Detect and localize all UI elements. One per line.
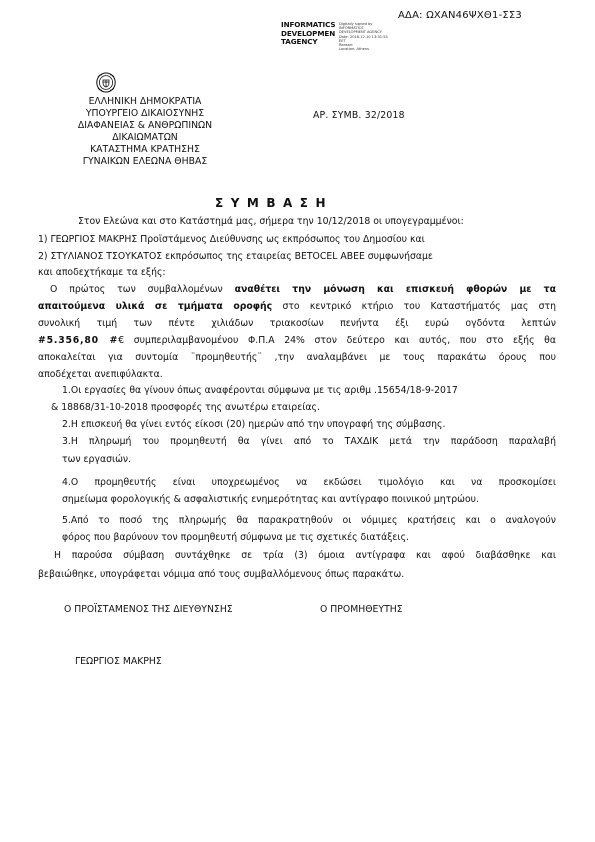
signer-line: TAGENCY xyxy=(281,37,318,47)
paragraph-text: στο κεντρικό κτήριο του Καταστήματός μας στη xyxy=(272,301,556,312)
paragraph-line xyxy=(50,284,556,296)
authority-line: ΓΥΝΑΙΚΩΝ ΕΛΕΩΝΑ ΘΗΒΑΣ xyxy=(82,155,208,167)
paragraph-text: Ο πρώτος των συμβαλλομένων xyxy=(50,284,235,295)
term-line: σημείωμα φορολογικής & ασφαλιστικής ενημερότητας και αντίγραφο ποινικού μητρώου. xyxy=(62,494,479,505)
intro-line: 2) ΣΤΥΛΙΑΝΟΣ ΤΣΟΥΚΑΤΟΣ εκπρόσωπος της εταιρείας BETOCEL ΑΒΕΕ συμφωνήσαμε xyxy=(38,251,433,262)
paragraph-bold-text: απαιτούμενα υλικά σε τμήματα οροφής xyxy=(38,301,273,312)
signer-line: DEVELOPMEN xyxy=(281,28,336,38)
signature-detail-line: INFORMATICS xyxy=(339,26,364,31)
signature-detail-line: EET xyxy=(339,38,346,43)
authority-line: ΔΙΑΦΑΝΕΙΑΣ & ΑΝΘΡΩΠΙΝΩΝ xyxy=(77,119,213,131)
closing-line: βεβαιώθηκε, υπογράφεται νόμιμα από τους συμβαλλόμενους όπως παρακάτω. xyxy=(38,569,405,580)
authority-line: ΕΛΛΗΝΙΚΗ ΔΗΜΟΚΡΑΤΙΑ xyxy=(88,96,202,107)
ada-code: ΑΔΑ: ΩΧΑΝ46ΨΧΘ1-ΣΣ3 xyxy=(398,10,522,21)
authority-block xyxy=(50,96,240,167)
term-line: 4.Ο προμηθευτής είναι υποχρεωμένος να εκδώσει τιμολόγιο και να προσκομίσει xyxy=(62,477,556,488)
signer-name xyxy=(281,21,335,47)
term-line: των εργασιών. xyxy=(62,454,132,465)
paragraph-line: συνολική τιμή των πέντε χιλιάδων τριακοσίων πενήντα έξι ευρώ ογδόντα λεπτών xyxy=(38,318,556,329)
signature-name-left: ΓΕΩΡΓΙΟΣ ΜΑΚΡΗΣ xyxy=(75,656,162,667)
paragraph-line: αποδέχεται ανεπιφύλακτα. xyxy=(38,369,163,380)
authority-line: ΔΙΚΑΙΩΜΑΤΩΝ xyxy=(112,131,178,143)
document-title: ΣΥΜΒΑΣΗ xyxy=(215,196,334,210)
paragraph-bold-text: αναθέτει την μόνωση και επισκευή φθορών με τα xyxy=(234,284,556,295)
signature-detail-line: Digitally signed by xyxy=(339,22,373,26)
signature-title-left: Ο ΠΡΟΪΣΤΑΜΕΝΟΣ ΤΗΣ ΔΙΕΥΘΥΝΣΗΣ xyxy=(64,604,233,615)
signature-detail-line: Date: 2018.12.10 13:31:55 xyxy=(339,34,388,39)
closing-line: Η παρούσα σύμβαση συντάχθηκε σε τρία (3) όμοια αντίγραφα και αφού διαβάσθηκε και xyxy=(54,550,556,561)
authority-line: ΥΠΟΥΡΓΕΙΟ ΔΙΚΑΙΟΣΥΝΗΣ xyxy=(85,107,205,119)
intro-line: 1) ΓΕΩΡΓΙΟΣ ΜΑΚΡΗΣ Προϊστάμενος Διεύθυνσης ως εκπρόσωπος του Δημοσίου και xyxy=(38,234,425,245)
paragraph-line: αποκαλείται για συντομία ¨προμηθευτής¨ ,την αναλαμβάνει με τους παρακάτω όρους που xyxy=(38,352,556,363)
term-line: 3.Η πληρωμή του προμηθευτή θα γίνει από το ΤΑΧΔΙΚ μετά την παράδοση παραλαβή xyxy=(62,436,556,447)
term-line: & 18868/31-10-2018 προσφορές της ανωτέρω εταιρείας. xyxy=(51,402,320,413)
signature-detail-line: Reason: xyxy=(339,43,354,48)
intro-line: και αποδεχτήκαμε τα εξής: xyxy=(38,267,166,278)
term-line: 5.Από το ποσό της πληρωμής θα παρακρατηθούν οι νόμιμες κρατήσεις και ο αναλογούν xyxy=(62,515,556,526)
intro-line: Στον Ελεώνα και στο Κατάστημά μας, σήμερα την 10/12/2018 οι υπογεγραμμένοι: xyxy=(78,216,464,227)
signature-details xyxy=(339,22,388,51)
signer-line: INFORMATICS xyxy=(281,20,336,29)
authority-line: ΚΑΤΑΣΤΗΜΑ ΚΡΑΤΗΣΗΣ xyxy=(90,143,200,155)
signature-title-right: Ο ΠΡΟΜΗΘΕΥΤΗΣ xyxy=(320,604,403,615)
contract-amount: #5.356,80 # xyxy=(38,335,119,346)
contract-number: ΑΡ. ΣΥΜΒ. 32/2018 xyxy=(313,110,405,121)
paragraph-text: € συμπεριλαμβανομένου Φ.Π.Α 24% στον δεύτερο και αυτός, που στο εξής θα xyxy=(118,335,556,346)
hellenic-emblem-icon xyxy=(95,71,117,93)
signature-detail-line: Location: Athens xyxy=(339,47,369,52)
paragraph-line xyxy=(38,335,556,347)
term-line: 2.Η επισκευή θα γίνει εντός είκοσι (20) ημερών από την υπογραφή της σύμβασης. xyxy=(62,419,446,430)
signature-detail-line: DEVELOPMENT AGENCY xyxy=(339,30,382,35)
paragraph-line xyxy=(38,301,556,313)
term-line: φόρος που βαρύνουν τον προμηθευτή σύμφωνα με τις σχετικές διατάξεις. xyxy=(62,532,409,543)
term-line: 1.Οι εργασίες θα γίνουν όπως αναφέρονται σύμφωνα με τις αριθμ .15654/18-9-2017 xyxy=(62,385,458,396)
